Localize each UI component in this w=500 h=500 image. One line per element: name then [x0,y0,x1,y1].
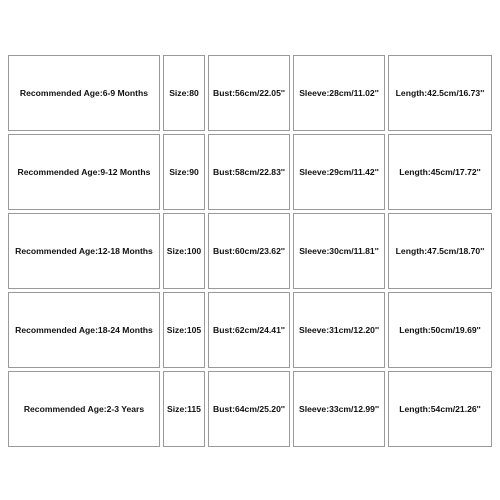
age-cell: Recommended Age:12-18 Months [8,213,160,289]
table-row [8,371,492,447]
size-cell: Size:100 [163,213,205,289]
length-cell: Length:50cm/19.69'' [388,292,492,368]
bust-cell: Bust:64cm/25.20'' [208,371,290,447]
table-row [8,292,492,368]
sleeve-cell: Sleeve:33cm/12.99'' [293,371,385,447]
length-cell: Length:47.5cm/18.70'' [388,213,492,289]
sleeve-cell: Sleeve:29cm/11.42'' [293,134,385,210]
bust-cell: Bust:58cm/22.83'' [208,134,290,210]
size-cell: Size:90 [163,134,205,210]
bust-cell: Bust:56cm/22.05'' [208,55,290,131]
length-cell: Length:42.5cm/16.73'' [388,55,492,131]
size-chart-table [5,52,495,450]
sleeve-cell: Sleeve:28cm/11.02'' [293,55,385,131]
age-cell: Recommended Age:18-24 Months [8,292,160,368]
size-cell: Size:80 [163,55,205,131]
age-cell: Recommended Age:9-12 Months [8,134,160,210]
length-cell: Length:54cm/21.26'' [388,371,492,447]
length-cell: Length:45cm/17.72'' [388,134,492,210]
size-cell: Size:105 [163,292,205,368]
sleeve-cell: Sleeve:31cm/12.20'' [293,292,385,368]
table-row [8,55,492,131]
table-row [8,213,492,289]
age-cell: Recommended Age:6-9 Months [8,55,160,131]
age-cell: Recommended Age:2-3 Years [8,371,160,447]
table-row [8,134,492,210]
size-cell: Size:115 [163,371,205,447]
bust-cell: Bust:62cm/24.41'' [208,292,290,368]
bust-cell: Bust:60cm/23.62'' [208,213,290,289]
sleeve-cell: Sleeve:30cm/11.81'' [293,213,385,289]
